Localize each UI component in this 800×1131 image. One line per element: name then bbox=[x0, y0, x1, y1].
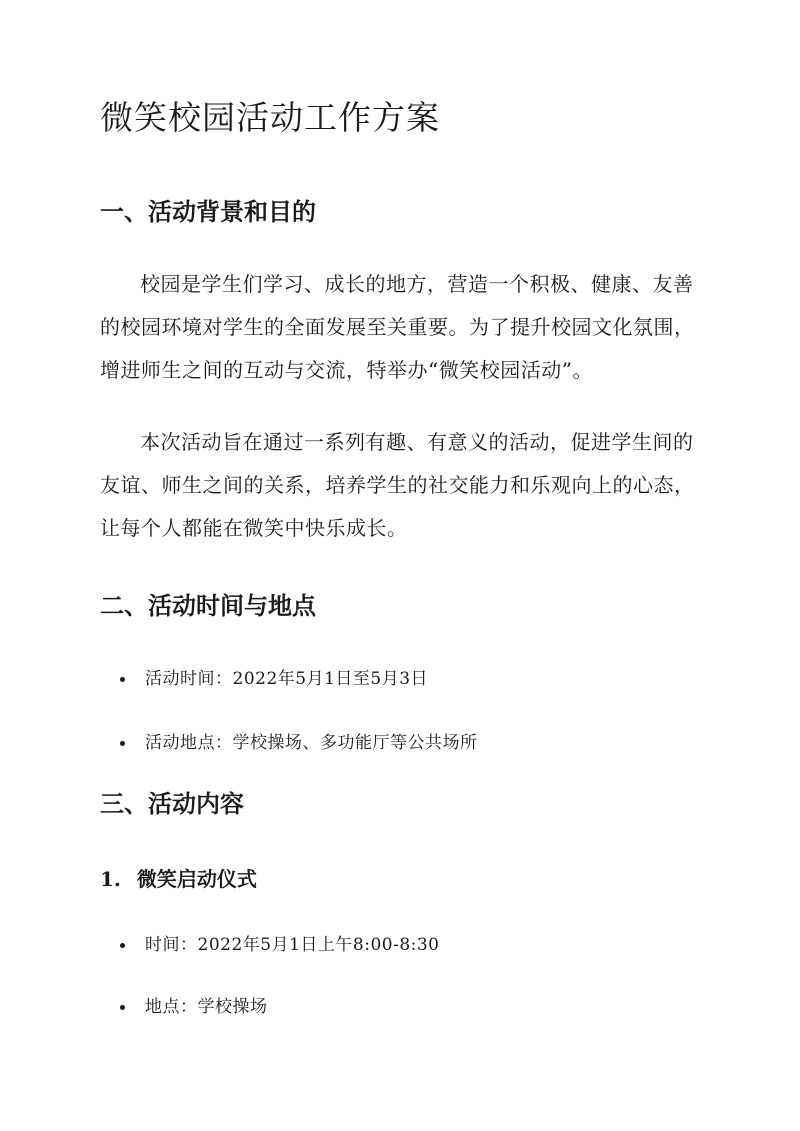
bullet-icon bbox=[120, 943, 125, 948]
list-item-text: 活动时间：2022年5月1日至5月3日 bbox=[145, 669, 429, 689]
list-item-text: 时间：2022年5月1日上午8:00-8:30 bbox=[145, 935, 440, 955]
list-item bbox=[100, 994, 268, 1020]
subsection-title: 微笑启动仪式 bbox=[136, 867, 257, 891]
subsection-heading bbox=[100, 864, 257, 894]
bullet-icon bbox=[120, 1005, 125, 1010]
list-item bbox=[100, 730, 478, 756]
paragraph-purpose: 本次活动旨在通过一系列有趣、有意义的活动，促进学生间的友谊、师生之间的关系，培养学生的社交能力和乐观向上的心态，让每个人都能在微笑中快乐成长。 bbox=[100, 430, 695, 540]
ceremony-details-list bbox=[100, 932, 440, 958]
list-item-text: 活动地点：学校操场、多功能厅等公共场所 bbox=[145, 733, 478, 753]
section-heading-content: 三、活动内容 bbox=[100, 789, 244, 818]
section-heading-time-location: 二、活动时间与地点 bbox=[100, 591, 316, 620]
subsection-number: 1. bbox=[100, 867, 121, 891]
section-heading-background: 一、活动背景和目的 bbox=[100, 197, 316, 226]
document-title: 微笑校园活动工作方案 bbox=[100, 98, 440, 137]
list-item-text: 地点：学校操场 bbox=[145, 997, 268, 1017]
time-location-list-2 bbox=[100, 730, 478, 756]
list-item bbox=[100, 932, 440, 958]
ceremony-details-list-2 bbox=[100, 994, 268, 1020]
paragraph-background: 校园是学生们学习、成长的地方，营造一个积极、健康、友善的校园环境对学生的全面发展至关重要。为了提升校园文化氛围，增进师生之间的互动与交流，特举办“微笑校园活动”。 bbox=[100, 272, 695, 382]
bullet-icon bbox=[120, 677, 125, 682]
time-location-list bbox=[100, 666, 428, 692]
bullet-icon bbox=[120, 741, 125, 746]
list-item bbox=[100, 666, 428, 692]
